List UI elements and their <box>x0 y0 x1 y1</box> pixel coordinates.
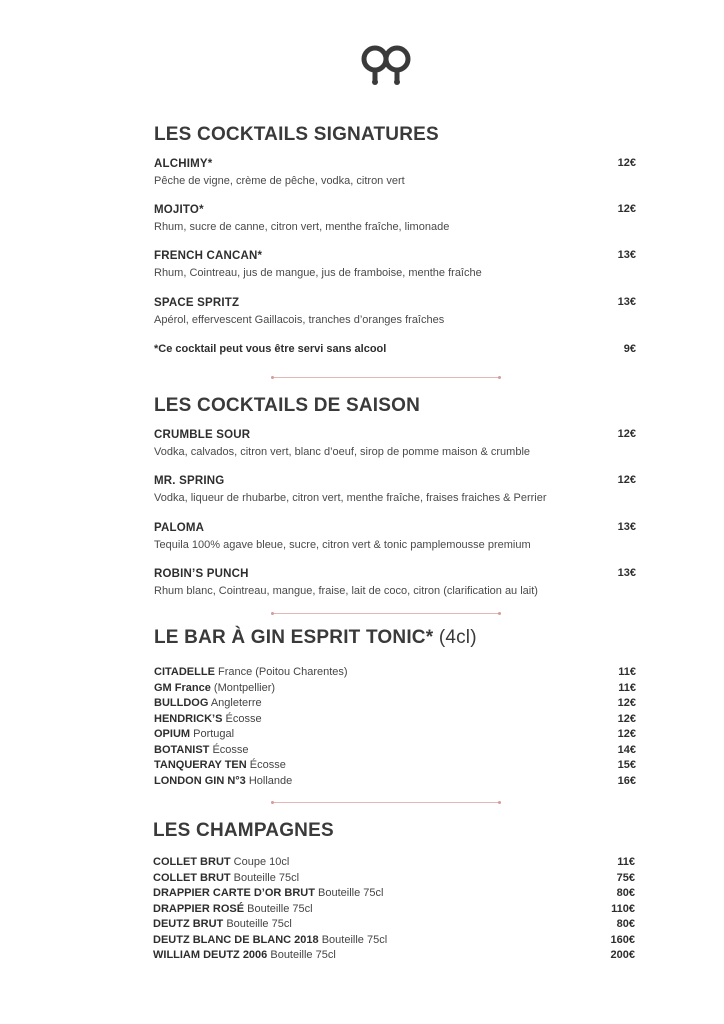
gin-title-text: LE BAR À GIN ESPRIT TONIC* <box>154 627 434 648</box>
item-price: 15€ <box>617 759 636 771</box>
list-item <box>154 758 636 774</box>
item-description: Vodka, calvados, citron vert, blanc d’oeuf, sirop de pomme maison & crumble <box>154 446 531 458</box>
item-detail: Bouteille 75cl <box>247 902 313 915</box>
item-price: 13€ <box>617 521 636 533</box>
item-detail: Coupe 10cl <box>233 856 290 868</box>
section-title-gin <box>154 627 477 649</box>
item-price: 14€ <box>617 743 636 756</box>
item-name: COLLET BRUT <box>153 871 231 884</box>
item-name: HENDRICK’S <box>154 712 223 725</box>
item-price: 13€ <box>617 249 636 261</box>
list-item <box>154 681 636 697</box>
section-title-saison: LES COCKTAILS DE SAISON <box>154 395 421 416</box>
item-name: DEUTZ BLANC DE BLANC 2018 <box>153 933 319 946</box>
item-price: 80€ <box>616 887 635 899</box>
item-price: 13€ <box>617 567 636 579</box>
item-name: TANQUERAY TEN <box>154 759 247 771</box>
note-text: *Ce cocktail peut vous être servi sans alcool <box>154 343 387 355</box>
item-detail: Portugal <box>193 728 235 740</box>
item-price: 12€ <box>617 728 636 740</box>
item-detail: Hollande <box>248 774 293 787</box>
item-description: Vodka, liqueur de rhubarbe, citron vert, menthe fraîche, fraises fraiches & Perrier <box>154 492 547 504</box>
list-item <box>153 855 635 871</box>
item-description: Rhum, Cointreau, jus de mangue, jus de framboise, menthe fraîche <box>154 267 482 279</box>
item-price: 200€ <box>610 949 635 961</box>
item-name: MR. SPRING <box>154 475 225 487</box>
alcohol-free-note <box>154 343 636 355</box>
item-name: BOTANIST <box>154 743 210 756</box>
item-description: Rhum blanc, Cointreau, mangue, fraise, lait de coco, citron (clarification au lait) <box>154 585 538 597</box>
item-detail: Bouteille 75cl <box>233 871 300 884</box>
item-name: BULLDOG <box>154 697 209 709</box>
item-name: MOJITO* <box>154 204 204 216</box>
item-name: WILLIAM DEUTZ 2006 <box>153 949 268 961</box>
list-item <box>154 727 636 743</box>
item-description: Rhum, sucre de canne, citron vert, menthe fraîche, limonade <box>154 221 450 233</box>
item-name: PALOMA <box>154 522 205 534</box>
list-item <box>153 902 635 918</box>
list-item <box>153 948 635 964</box>
list-item <box>153 886 635 902</box>
item-name: CITADELLE <box>154 666 215 678</box>
champagne-list <box>153 855 635 964</box>
item-name: DEUTZ BRUT <box>153 918 224 930</box>
pretzel-logo-icon <box>360 44 412 86</box>
menu-item <box>154 521 636 552</box>
item-price: 160€ <box>610 933 635 946</box>
item-detail: France (Poitou Charentes) <box>217 666 348 678</box>
item-detail: Bouteille 75cl <box>318 887 384 899</box>
item-price: 11€ <box>617 856 635 868</box>
list-item <box>154 743 636 759</box>
menu-item <box>154 428 636 459</box>
item-price: 12€ <box>617 712 636 725</box>
item-detail: (Montpellier) <box>213 681 276 694</box>
item-price: 11€ <box>618 681 636 694</box>
list-item <box>154 712 636 728</box>
item-name: SPACE SPRITZ <box>154 297 240 309</box>
item-name: COLLET BRUT <box>153 856 231 868</box>
item-name: DRAPPIER ROSÉ <box>153 902 245 915</box>
section-title-signatures: LES COCKTAILS SIGNATURES <box>154 124 439 145</box>
item-price: 13€ <box>617 296 636 308</box>
item-name: FRENCH CANCAN* <box>154 250 263 262</box>
list-item <box>154 696 636 712</box>
list-item <box>153 917 635 933</box>
gin-title-suffix: (4cl) <box>438 627 477 648</box>
item-price: 12€ <box>617 203 636 215</box>
item-price: 11€ <box>618 666 636 678</box>
list-item <box>153 933 635 949</box>
divider <box>271 377 501 378</box>
item-price: 80€ <box>616 918 635 930</box>
item-price: 12€ <box>617 474 636 486</box>
item-description: Pêche de vigne, crème de pêche, vodka, citron vert <box>154 175 405 187</box>
menu-item <box>154 157 636 188</box>
item-detail: Bouteille 75cl <box>226 918 292 930</box>
item-price: 16€ <box>617 774 636 787</box>
item-price: 110€ <box>611 902 635 915</box>
item-detail: Bouteille 75cl <box>270 949 336 961</box>
item-detail: Écosse <box>212 743 249 756</box>
item-detail: Écosse <box>249 759 286 771</box>
divider <box>271 613 501 614</box>
item-description: Apérol, effervescent Gaillacois, tranches d’oranges fraîches <box>154 314 445 326</box>
item-name: CRUMBLE SOUR <box>154 429 251 441</box>
menu-item <box>154 203 636 234</box>
item-name: DRAPPIER CARTE D’OR BRUT <box>153 887 315 899</box>
menu-item <box>154 296 636 327</box>
section-title-champagnes: LES CHAMPAGNES <box>153 820 334 841</box>
item-detail: Écosse <box>225 712 262 725</box>
item-price: 12€ <box>617 697 636 709</box>
note-price: 9€ <box>623 343 636 355</box>
item-price: 12€ <box>617 428 636 440</box>
list-item <box>153 871 635 887</box>
item-name: ALCHIMY* <box>154 158 213 170</box>
item-price: 12€ <box>617 157 636 169</box>
item-detail: Angleterre <box>210 697 262 709</box>
divider <box>271 802 501 803</box>
menu-item <box>154 249 636 280</box>
item-name: OPIUM <box>154 728 191 740</box>
menu-item <box>154 567 636 598</box>
item-name: GM France <box>154 681 211 694</box>
item-name: LONDON GIN N°3 <box>154 774 246 787</box>
menu-item <box>154 474 636 505</box>
item-detail: Bouteille 75cl <box>321 933 388 946</box>
list-item <box>154 665 636 681</box>
item-price: 75€ <box>616 871 635 884</box>
item-name: ROBIN’S PUNCH <box>154 568 249 580</box>
gin-list <box>154 665 636 789</box>
list-item <box>154 774 636 790</box>
item-description: Tequila 100% agave bleue, sucre, citron vert & tonic pamplemousse premium <box>154 539 531 551</box>
